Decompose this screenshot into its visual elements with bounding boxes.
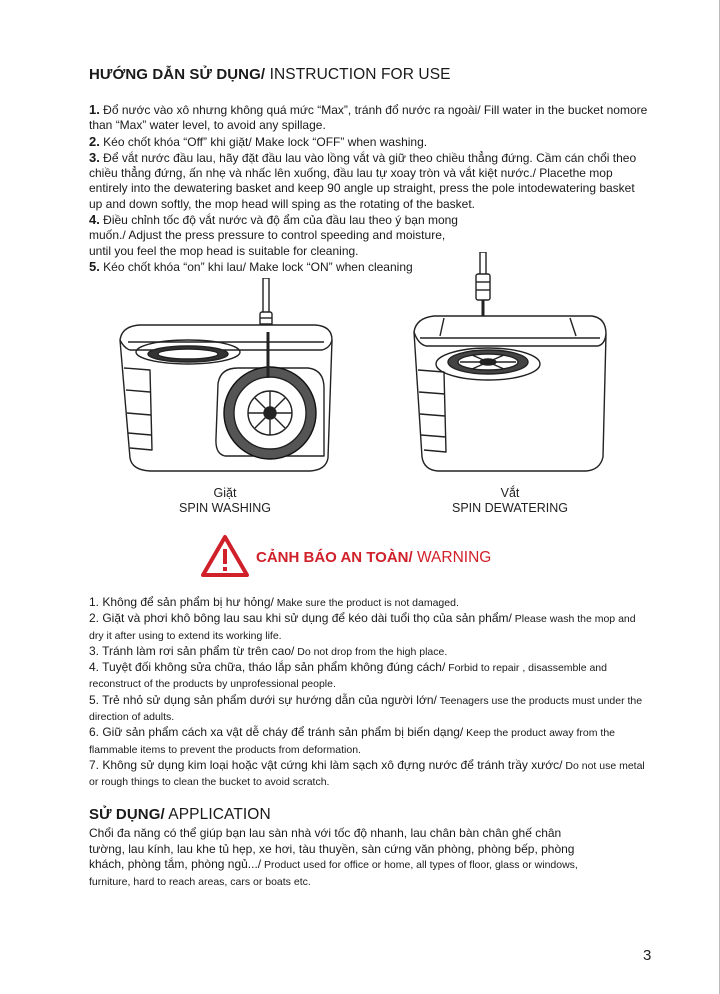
warning-heading-en: WARNING	[412, 549, 492, 566]
instruction-heading-en: INSTRUCTION FOR USE	[265, 66, 451, 83]
spin-dewatering-bucket-illustration	[400, 252, 615, 482]
spin-washing-caption-vi: Giặt	[213, 486, 237, 500]
application-text-en: Product used for office or home, all types of floor, glass or windows, furniture, hard to reach areas, cars or boats etc.	[89, 859, 578, 888]
warning-item-7: 7. Không sử dụng kim loại hoặc vật cứng khi làm sạch xô đựng nước để tránh trầy xước/ Do not use metal or rough things to clean the bucket to avoid scratch.	[89, 757, 645, 789]
spin-washing-caption-en: SPIN WASHING	[179, 501, 271, 515]
instruction-list	[89, 102, 649, 275]
warning-item-6: 6. Giữ sản phẩm cách xa vật dễ cháy để tránh sản phẩm bị biến dạng/ Keep the product away from the flammable items to prevent the products from deformation.	[89, 725, 616, 756]
warning-heading	[256, 549, 491, 567]
warning-heading-vi: CẢNH BÁO AN TOÀN/	[256, 549, 413, 566]
instruction-step-3: 3. Để vắt nước đầu lau, hãy đặt đầu lau vào lồng vắt và giữ theo chiều thẳng đứng. Cầm cán chổi theo chiều thẳng đứng, ấn nhẹ và nhấc lên xuống, đầu lau tự xoay tròn và vắt kiệt nước./ Placethe mop entirely into the dewatering basket and keep 90 angle up straight, press the pole intodewatering basket up and down softly, the mop head will sping as the rotating of the basket.	[89, 149, 637, 211]
warning-list	[89, 595, 649, 791]
warning-item-5: 5. Trẻ nhỏ sử dụng sản phẩm dưới sự hướng dẫn của người lớn/ Teenagers use the products must under the direction of adults.	[89, 692, 643, 724]
application-text-vi: Chổi đa năng có thể giúp bạn lau sàn nhà với tốc độ nhanh, lau chân bàn chân ghế chân tường, lau kính, lau khe tủ hẹp, xe hơi, tàu thuyền, sàn cứng văn phòng, phòng bếp, phòng khách, phòng tắm, phòng ngủ.../	[89, 826, 575, 871]
instruction-heading	[89, 66, 451, 84]
warning-triangle-icon	[199, 533, 251, 579]
spin-dewatering-caption-en: SPIN DEWATERING	[452, 501, 568, 515]
spin-dewatering-caption-vi: Vắt	[500, 486, 520, 500]
instruction-step-2: 2. Kéo chốt khóa “Off” khi giặt/ Make lock “OFF” when washing.	[89, 133, 428, 149]
spin-washing-bucket-illustration	[110, 278, 350, 483]
application-heading-vi: SỬ DỤNG/	[89, 806, 165, 823]
application-heading-en: APPLICATION	[164, 806, 271, 823]
warning-item-4: 4. Tuyệt đối không sửa chữa, tháo lắp sản phẩm không đúng cách/ Forbid to repair , disassemble and reconstruct of the products by unprofessional people.	[89, 660, 607, 691]
spin-dewatering-caption	[440, 486, 580, 516]
application-heading	[89, 806, 271, 824]
application-text	[89, 826, 599, 890]
warning-item-2: 2. Giặt và phơi khô bông lau sau khi sử dụng để kéo dài tuổi thọ của sản phẩm/ Please wash the mop and dry it after using to extend its working life.	[89, 611, 636, 642]
instruction-step-1: 1. Đổ nước vào xô nhưng không quá mức “Max”, tránh đổ nước ra ngoài/ Fill water in the bucket nomore than “Max” water level, to avoid any spillage.	[89, 102, 648, 133]
spin-washing-caption	[160, 486, 290, 516]
warning-item-1: 1. Không để sản phẩm bị hư hỏng/ Make sure the product is not damaged.	[89, 595, 459, 609]
warning-item-3: 3. Tránh làm rơi sản phẩm từ trên cao/ Do not drop from the high place.	[89, 643, 448, 658]
instruction-step-4: 4. Điều chỉnh tốc độ vắt nước và độ ẩm của đầu lau theo ý bạn mong muốn./ Adjust the press pressure to control speeding and moisture, until you feel the mop head is suitable for cleaning.	[89, 212, 458, 258]
instruction-heading-vi: HƯỚNG DẪN SỬ DỤNG/	[89, 66, 266, 83]
instruction-step-5: 5. Kéo chốt khóa “on” khi lau/ Make lock “ON” when cleaning	[89, 258, 413, 274]
page-number: 3	[643, 947, 652, 964]
